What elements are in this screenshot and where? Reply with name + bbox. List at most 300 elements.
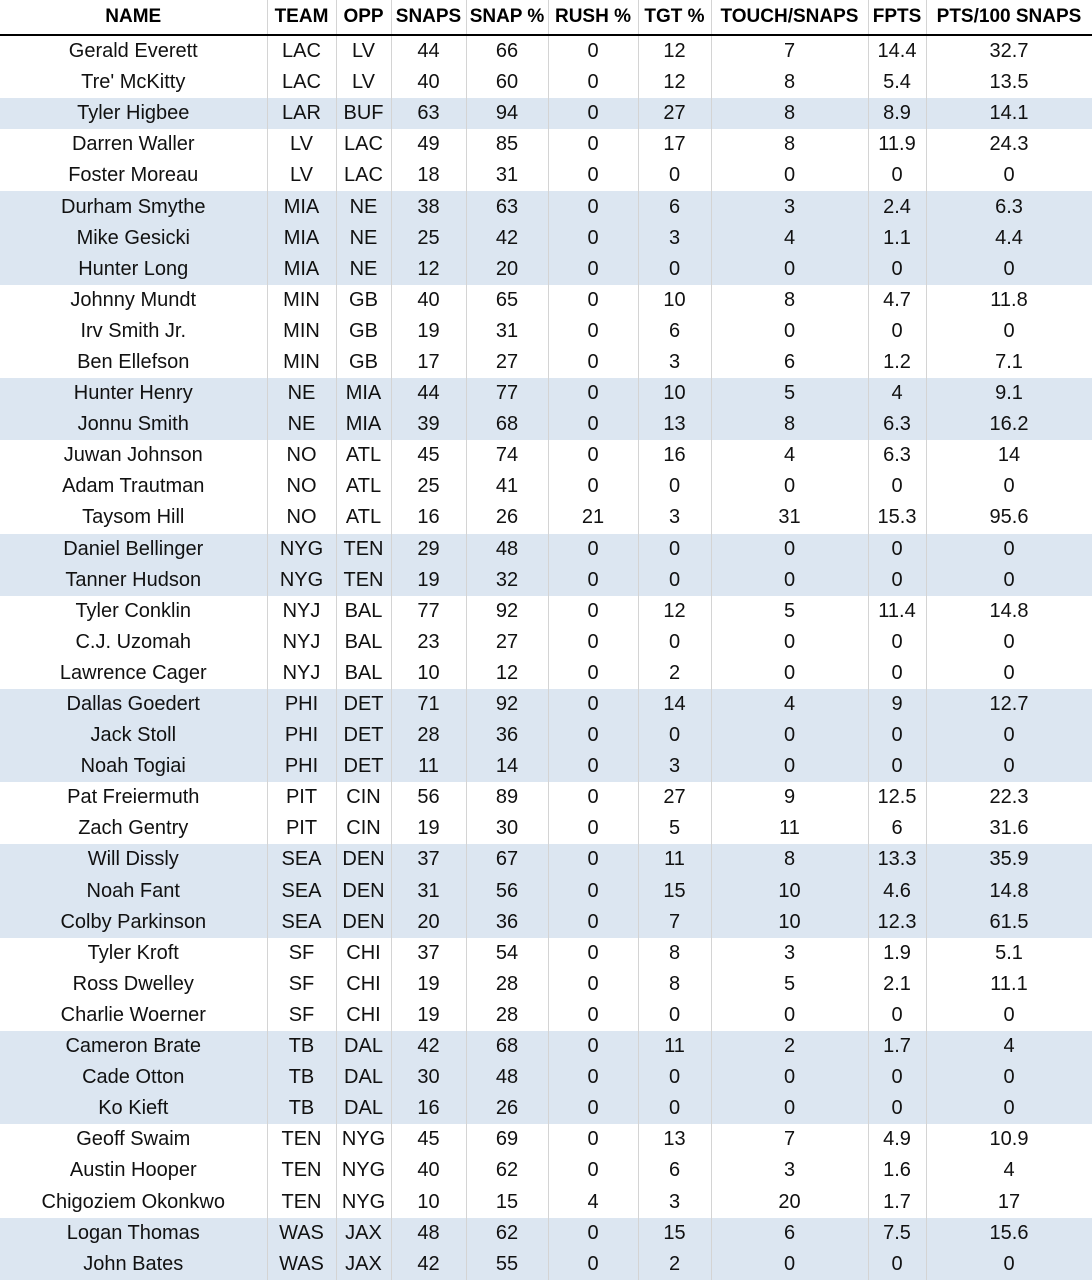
cell-opp: BAL	[336, 596, 391, 627]
cell-tgt-pct: 2	[638, 1249, 711, 1280]
cell-opp: DET	[336, 720, 391, 751]
cell-pts-per-100: 0	[926, 565, 1092, 596]
cell-snaps: 40	[391, 67, 466, 98]
table-row	[0, 689, 1092, 720]
cell-snaps: 10	[391, 1186, 466, 1217]
table-row	[0, 409, 1092, 440]
table-row	[0, 969, 1092, 1000]
cell-tgt-pct: 3	[638, 502, 711, 533]
cell-name: Ben Ellefson	[0, 347, 267, 378]
cell-touch-snaps: 5	[711, 596, 868, 627]
cell-fpts: 0	[868, 658, 926, 689]
cell-rush-pct: 0	[548, 1000, 638, 1031]
cell-rush-pct: 0	[548, 129, 638, 160]
table-row	[0, 160, 1092, 191]
cell-fpts: 0	[868, 1000, 926, 1031]
cell-name: C.J. Uzomah	[0, 627, 267, 658]
cell-name: Zach Gentry	[0, 813, 267, 844]
cell-snaps: 17	[391, 347, 466, 378]
cell-rush-pct: 0	[548, 191, 638, 222]
cell-snap-pct: 74	[466, 440, 548, 471]
cell-snap-pct: 30	[466, 813, 548, 844]
cell-tgt-pct: 6	[638, 1155, 711, 1186]
cell-name: Tanner Hudson	[0, 565, 267, 596]
cell-snaps: 40	[391, 1155, 466, 1186]
cell-snap-pct: 54	[466, 938, 548, 969]
cell-opp: DAL	[336, 1093, 391, 1124]
cell-tgt-pct: 12	[638, 67, 711, 98]
cell-name: Durham Smythe	[0, 191, 267, 222]
cell-opp: TEN	[336, 565, 391, 596]
cell-snap-pct: 36	[466, 907, 548, 938]
cell-touch-snaps: 8	[711, 409, 868, 440]
cell-fpts: 1.7	[868, 1186, 926, 1217]
cell-name: Irv Smith Jr.	[0, 316, 267, 347]
cell-opp: BAL	[336, 627, 391, 658]
cell-pts-per-100: 11.1	[926, 969, 1092, 1000]
cell-opp: DET	[336, 751, 391, 782]
cell-name: Daniel Bellinger	[0, 534, 267, 565]
cell-fpts: 0	[868, 534, 926, 565]
cell-snaps: 18	[391, 160, 466, 191]
cell-pts-per-100: 22.3	[926, 782, 1092, 813]
cell-team: MIN	[267, 285, 336, 316]
cell-touch-snaps: 3	[711, 938, 868, 969]
cell-team: PIT	[267, 813, 336, 844]
cell-snap-pct: 42	[466, 223, 548, 254]
cell-touch-snaps: 0	[711, 751, 868, 782]
table-row	[0, 347, 1092, 378]
cell-touch-snaps: 4	[711, 223, 868, 254]
cell-name: Lawrence Cager	[0, 658, 267, 689]
cell-snap-pct: 27	[466, 627, 548, 658]
cell-fpts: 11.9	[868, 129, 926, 160]
cell-pts-per-100: 0	[926, 471, 1092, 502]
cell-snap-pct: 31	[466, 316, 548, 347]
cell-pts-per-100: 32.7	[926, 35, 1092, 67]
cell-team: TEN	[267, 1155, 336, 1186]
cell-team: LV	[267, 129, 336, 160]
cell-name: Gerald Everett	[0, 35, 267, 67]
cell-name: Cade Otton	[0, 1062, 267, 1093]
cell-touch-snaps: 0	[711, 565, 868, 596]
cell-touch-snaps: 0	[711, 160, 868, 191]
table-row	[0, 254, 1092, 285]
cell-pts-per-100: 0	[926, 751, 1092, 782]
cell-pts-per-100: 14.8	[926, 876, 1092, 907]
cell-fpts: 1.9	[868, 938, 926, 969]
cell-fpts: 2.4	[868, 191, 926, 222]
cell-fpts: 6.3	[868, 409, 926, 440]
cell-team: MIA	[267, 254, 336, 285]
cell-opp: GB	[336, 347, 391, 378]
cell-opp: LV	[336, 67, 391, 98]
cell-team: NE	[267, 409, 336, 440]
cell-touch-snaps: 8	[711, 129, 868, 160]
table-row	[0, 378, 1092, 409]
cell-snap-pct: 28	[466, 969, 548, 1000]
cell-name: Colby Parkinson	[0, 907, 267, 938]
cell-rush-pct: 0	[548, 627, 638, 658]
cell-fpts: 0	[868, 720, 926, 751]
cell-touch-snaps: 0	[711, 1249, 868, 1280]
cell-team: NYJ	[267, 596, 336, 627]
cell-rush-pct: 0	[548, 969, 638, 1000]
table-row	[0, 534, 1092, 565]
cell-rush-pct: 0	[548, 938, 638, 969]
cell-snaps: 19	[391, 1000, 466, 1031]
cell-snaps: 44	[391, 35, 466, 67]
cell-snaps: 42	[391, 1249, 466, 1280]
cell-name: Noah Fant	[0, 876, 267, 907]
cell-fpts: 11.4	[868, 596, 926, 627]
cell-snaps: 23	[391, 627, 466, 658]
cell-team: TB	[267, 1031, 336, 1062]
cell-team: MIA	[267, 191, 336, 222]
cell-rush-pct: 0	[548, 347, 638, 378]
cell-snaps: 10	[391, 658, 466, 689]
cell-tgt-pct: 13	[638, 1124, 711, 1155]
cell-rush-pct: 0	[548, 378, 638, 409]
cell-snaps: 37	[391, 938, 466, 969]
header-row	[0, 0, 1092, 35]
cell-tgt-pct: 11	[638, 1031, 711, 1062]
cell-touch-snaps: 8	[711, 285, 868, 316]
cell-pts-per-100: 17	[926, 1186, 1092, 1217]
cell-rush-pct: 0	[548, 316, 638, 347]
cell-pts-per-100: 95.6	[926, 502, 1092, 533]
cell-fpts: 1.7	[868, 1031, 926, 1062]
table-row	[0, 907, 1092, 938]
cell-fpts: 0	[868, 160, 926, 191]
cell-fpts: 0	[868, 627, 926, 658]
cell-snaps: 63	[391, 98, 466, 129]
column-header-snap-pct: SNAP %	[466, 0, 548, 35]
cell-opp: DAL	[336, 1031, 391, 1062]
cell-rush-pct: 0	[548, 844, 638, 875]
cell-pts-per-100: 5.1	[926, 938, 1092, 969]
cell-tgt-pct: 27	[638, 782, 711, 813]
table-row	[0, 565, 1092, 596]
cell-pts-per-100: 0	[926, 658, 1092, 689]
cell-touch-snaps: 8	[711, 844, 868, 875]
cell-team: MIA	[267, 223, 336, 254]
cell-rush-pct: 0	[548, 35, 638, 67]
cell-snaps: 44	[391, 378, 466, 409]
cell-name: Pat Freiermuth	[0, 782, 267, 813]
cell-fpts: 4.6	[868, 876, 926, 907]
cell-touch-snaps: 4	[711, 440, 868, 471]
cell-name: Jack Stoll	[0, 720, 267, 751]
cell-name: Tyler Conklin	[0, 596, 267, 627]
cell-opp: NYG	[336, 1186, 391, 1217]
cell-name: Cameron Brate	[0, 1031, 267, 1062]
cell-pts-per-100: 15.6	[926, 1218, 1092, 1249]
cell-snap-pct: 92	[466, 689, 548, 720]
cell-fpts: 6	[868, 813, 926, 844]
cell-touch-snaps: 0	[711, 658, 868, 689]
table-row	[0, 129, 1092, 160]
cell-fpts: 7.5	[868, 1218, 926, 1249]
cell-team: NO	[267, 440, 336, 471]
cell-pts-per-100: 24.3	[926, 129, 1092, 160]
cell-team: SEA	[267, 907, 336, 938]
cell-team: SF	[267, 969, 336, 1000]
cell-tgt-pct: 6	[638, 191, 711, 222]
cell-pts-per-100: 31.6	[926, 813, 1092, 844]
cell-opp: CHI	[336, 1000, 391, 1031]
cell-pts-per-100: 61.5	[926, 907, 1092, 938]
cell-fpts: 8.9	[868, 98, 926, 129]
cell-opp: ATL	[336, 440, 391, 471]
cell-name: Geoff Swaim	[0, 1124, 267, 1155]
cell-snaps: 19	[391, 316, 466, 347]
cell-snaps: 42	[391, 1031, 466, 1062]
cell-rush-pct: 0	[548, 440, 638, 471]
cell-snaps: 45	[391, 1124, 466, 1155]
cell-rush-pct: 0	[548, 471, 638, 502]
cell-snap-pct: 63	[466, 191, 548, 222]
cell-name: Hunter Long	[0, 254, 267, 285]
cell-opp: ATL	[336, 502, 391, 533]
table-row	[0, 1000, 1092, 1031]
cell-rush-pct: 0	[548, 1218, 638, 1249]
cell-touch-snaps: 10	[711, 907, 868, 938]
cell-fpts: 0	[868, 471, 926, 502]
cell-fpts: 12.5	[868, 782, 926, 813]
cell-team: WAS	[267, 1218, 336, 1249]
cell-snap-pct: 12	[466, 658, 548, 689]
cell-opp: LV	[336, 35, 391, 67]
cell-team: PHI	[267, 751, 336, 782]
cell-touch-snaps: 9	[711, 782, 868, 813]
cell-name: Hunter Henry	[0, 378, 267, 409]
cell-fpts: 6.3	[868, 440, 926, 471]
cell-team: LAC	[267, 35, 336, 67]
cell-opp: DEN	[336, 876, 391, 907]
cell-pts-per-100: 11.8	[926, 285, 1092, 316]
cell-pts-per-100: 4	[926, 1031, 1092, 1062]
cell-team: SEA	[267, 844, 336, 875]
cell-rush-pct: 0	[548, 98, 638, 129]
table-row	[0, 596, 1092, 627]
cell-pts-per-100: 0	[926, 316, 1092, 347]
cell-name: Charlie Woerner	[0, 1000, 267, 1031]
cell-tgt-pct: 8	[638, 969, 711, 1000]
cell-name: Johnny Mundt	[0, 285, 267, 316]
cell-opp: JAX	[336, 1249, 391, 1280]
cell-snaps: 56	[391, 782, 466, 813]
cell-tgt-pct: 16	[638, 440, 711, 471]
cell-snap-pct: 14	[466, 751, 548, 782]
cell-tgt-pct: 3	[638, 223, 711, 254]
cell-opp: CIN	[336, 813, 391, 844]
cell-opp: NE	[336, 223, 391, 254]
cell-touch-snaps: 20	[711, 1186, 868, 1217]
cell-name: Noah Togiai	[0, 751, 267, 782]
cell-snaps: 38	[391, 191, 466, 222]
cell-team: LV	[267, 160, 336, 191]
cell-snaps: 25	[391, 471, 466, 502]
cell-name: Taysom Hill	[0, 502, 267, 533]
cell-snaps: 16	[391, 502, 466, 533]
cell-touch-snaps: 3	[711, 1155, 868, 1186]
table-row	[0, 98, 1092, 129]
cell-snap-pct: 62	[466, 1155, 548, 1186]
cell-rush-pct: 0	[548, 285, 638, 316]
cell-team: WAS	[267, 1249, 336, 1280]
cell-touch-snaps: 0	[711, 1093, 868, 1124]
cell-tgt-pct: 3	[638, 1186, 711, 1217]
cell-fpts: 12.3	[868, 907, 926, 938]
cell-tgt-pct: 0	[638, 627, 711, 658]
cell-pts-per-100: 0	[926, 1000, 1092, 1031]
cell-opp: CHI	[336, 938, 391, 969]
cell-snap-pct: 66	[466, 35, 548, 67]
cell-team: MIN	[267, 316, 336, 347]
cell-tgt-pct: 0	[638, 1093, 711, 1124]
cell-touch-snaps: 7	[711, 35, 868, 67]
cell-tgt-pct: 3	[638, 347, 711, 378]
cell-opp: MIA	[336, 409, 391, 440]
cell-tgt-pct: 3	[638, 751, 711, 782]
cell-rush-pct: 0	[548, 658, 638, 689]
cell-snap-pct: 48	[466, 534, 548, 565]
cell-tgt-pct: 27	[638, 98, 711, 129]
cell-team: TB	[267, 1093, 336, 1124]
cell-tgt-pct: 0	[638, 1062, 711, 1093]
column-header-name: NAME	[0, 0, 267, 35]
cell-name: Mike Gesicki	[0, 223, 267, 254]
cell-opp: NYG	[336, 1155, 391, 1186]
column-header-team: TEAM	[267, 0, 336, 35]
cell-rush-pct: 0	[548, 223, 638, 254]
table-row	[0, 1155, 1092, 1186]
cell-tgt-pct: 5	[638, 813, 711, 844]
cell-name: Tyler Kroft	[0, 938, 267, 969]
cell-rush-pct: 0	[548, 689, 638, 720]
cell-tgt-pct: 10	[638, 285, 711, 316]
cell-snap-pct: 62	[466, 1218, 548, 1249]
cell-pts-per-100: 0	[926, 254, 1092, 285]
cell-team: PIT	[267, 782, 336, 813]
cell-team: NO	[267, 471, 336, 502]
cell-name: Ko Kieft	[0, 1093, 267, 1124]
cell-pts-per-100: 4.4	[926, 223, 1092, 254]
cell-rush-pct: 21	[548, 502, 638, 533]
cell-tgt-pct: 0	[638, 565, 711, 596]
cell-pts-per-100: 7.1	[926, 347, 1092, 378]
cell-opp: GB	[336, 285, 391, 316]
cell-fpts: 1.1	[868, 223, 926, 254]
table-row	[0, 751, 1092, 782]
cell-tgt-pct: 0	[638, 720, 711, 751]
cell-name: Juwan Johnson	[0, 440, 267, 471]
cell-snaps: 31	[391, 876, 466, 907]
column-header-snaps: SNAPS	[391, 0, 466, 35]
table-row	[0, 938, 1092, 969]
cell-name: Jonnu Smith	[0, 409, 267, 440]
cell-team: NYJ	[267, 658, 336, 689]
table-row	[0, 1186, 1092, 1217]
cell-snap-pct: 26	[466, 502, 548, 533]
cell-snap-pct: 60	[466, 67, 548, 98]
cell-team: MIN	[267, 347, 336, 378]
cell-pts-per-100: 0	[926, 534, 1092, 565]
cell-rush-pct: 0	[548, 596, 638, 627]
table-row	[0, 1124, 1092, 1155]
cell-fpts: 4.9	[868, 1124, 926, 1155]
cell-snap-pct: 65	[466, 285, 548, 316]
cell-touch-snaps: 5	[711, 378, 868, 409]
cell-snaps: 19	[391, 969, 466, 1000]
cell-tgt-pct: 14	[638, 689, 711, 720]
cell-snap-pct: 15	[466, 1186, 548, 1217]
cell-touch-snaps: 6	[711, 1218, 868, 1249]
cell-fpts: 15.3	[868, 502, 926, 533]
cell-fpts: 14.4	[868, 35, 926, 67]
cell-rush-pct: 0	[548, 254, 638, 285]
cell-touch-snaps: 0	[711, 1062, 868, 1093]
cell-touch-snaps: 11	[711, 813, 868, 844]
cell-tgt-pct: 0	[638, 471, 711, 502]
cell-pts-per-100: 35.9	[926, 844, 1092, 875]
cell-team: LAR	[267, 98, 336, 129]
cell-opp: CIN	[336, 782, 391, 813]
cell-snap-pct: 55	[466, 1249, 548, 1280]
cell-touch-snaps: 0	[711, 534, 868, 565]
cell-touch-snaps: 8	[711, 98, 868, 129]
cell-tgt-pct: 10	[638, 378, 711, 409]
cell-team: NYG	[267, 534, 336, 565]
cell-touch-snaps: 0	[711, 316, 868, 347]
cell-team: SEA	[267, 876, 336, 907]
table-row	[0, 35, 1092, 67]
cell-name: John Bates	[0, 1249, 267, 1280]
table-body	[0, 35, 1092, 1280]
cell-fpts: 4	[868, 378, 926, 409]
cell-pts-per-100: 0	[926, 1093, 1092, 1124]
cell-tgt-pct: 6	[638, 316, 711, 347]
cell-name: Ross Dwelley	[0, 969, 267, 1000]
cell-pts-per-100: 14.8	[926, 596, 1092, 627]
cell-snaps: 39	[391, 409, 466, 440]
cell-snap-pct: 27	[466, 347, 548, 378]
cell-touch-snaps: 10	[711, 876, 868, 907]
cell-pts-per-100: 4	[926, 1155, 1092, 1186]
column-header-pts-per-100: PTS/100 SNAPS	[926, 0, 1092, 35]
cell-team: NYJ	[267, 627, 336, 658]
cell-fpts: 1.2	[868, 347, 926, 378]
cell-opp: GB	[336, 316, 391, 347]
cell-tgt-pct: 2	[638, 658, 711, 689]
table-row	[0, 67, 1092, 98]
cell-team: SF	[267, 1000, 336, 1031]
table-row	[0, 876, 1092, 907]
column-header-rush-pct: RUSH %	[548, 0, 638, 35]
table-row	[0, 1031, 1092, 1062]
cell-pts-per-100: 13.5	[926, 67, 1092, 98]
cell-rush-pct: 0	[548, 565, 638, 596]
cell-snap-pct: 20	[466, 254, 548, 285]
table-row	[0, 1218, 1092, 1249]
cell-snaps: 19	[391, 565, 466, 596]
cell-rush-pct: 0	[548, 1062, 638, 1093]
cell-opp: BUF	[336, 98, 391, 129]
cell-rush-pct: 0	[548, 782, 638, 813]
cell-snap-pct: 56	[466, 876, 548, 907]
table-row	[0, 285, 1092, 316]
